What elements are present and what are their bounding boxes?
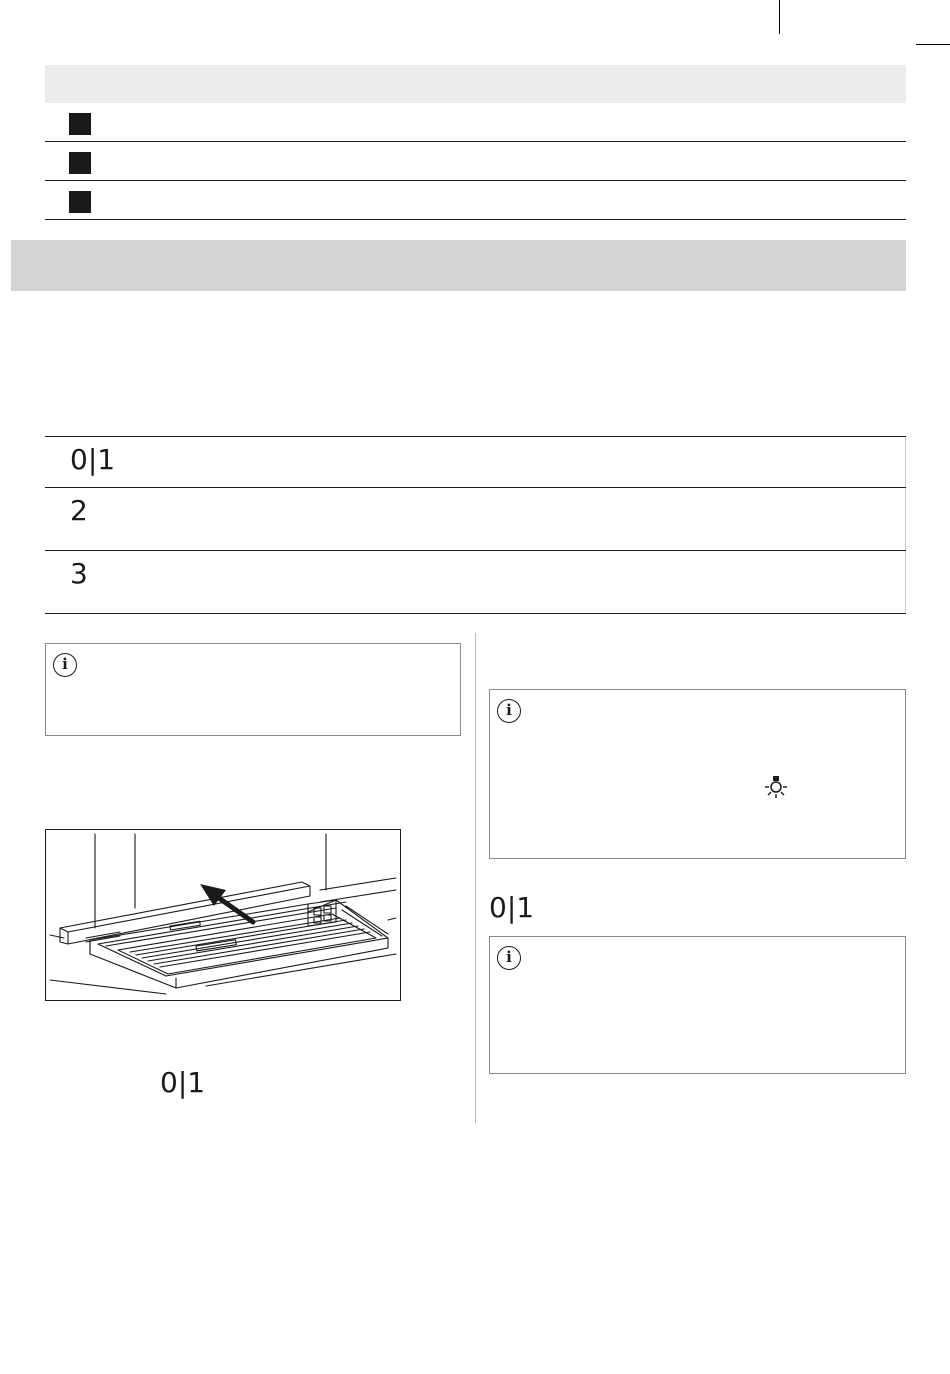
control-row [45, 551, 906, 614]
control-row [45, 488, 906, 551]
info-box [489, 936, 906, 1074]
table-header [45, 65, 906, 103]
info-box [45, 643, 461, 736]
info-icon: i [497, 699, 521, 723]
black-square-icon [69, 113, 91, 135]
on-off-symbol-heading: 0|1 [489, 891, 535, 924]
crop-mark-top [779, 0, 780, 34]
crop-mark-side [916, 44, 950, 45]
table-row [45, 103, 906, 142]
light-bulb-icon [763, 774, 789, 800]
control-row [45, 437, 906, 488]
black-square-icon [69, 152, 91, 174]
section-heading-band [11, 240, 906, 291]
table-row [45, 142, 906, 181]
table-row [45, 181, 906, 220]
cooker-hood-drawing [46, 830, 401, 1001]
speed-2-symbol: 2 [70, 494, 88, 527]
on-off-symbol-inline: 0|1 [160, 1066, 206, 1099]
black-square-icon [69, 191, 91, 213]
on-off-symbol: 0|1 [70, 443, 116, 476]
info-icon: i [497, 946, 521, 970]
column-divider [475, 633, 476, 1123]
hood-illustration [45, 829, 401, 1001]
info-icon: i [53, 653, 77, 677]
speed-3-symbol: 3 [70, 557, 88, 590]
info-box [489, 689, 906, 859]
